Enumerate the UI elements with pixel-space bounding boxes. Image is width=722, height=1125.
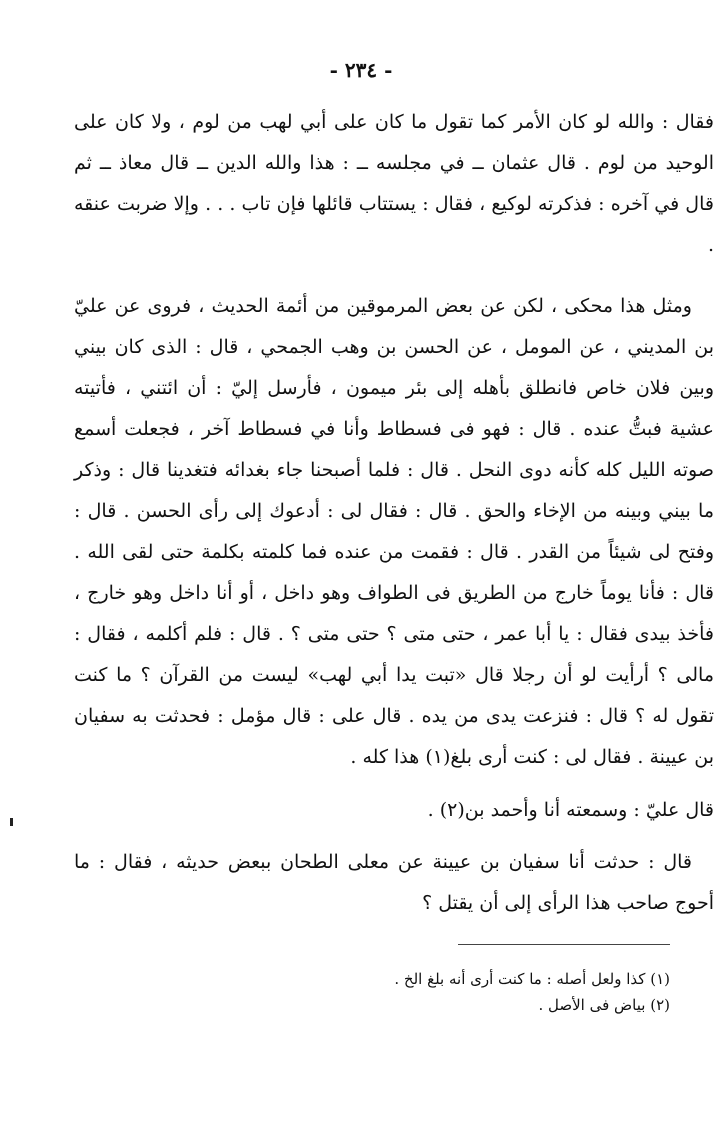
paragraph-4-text: قال : حدثت أنا سفيان بن عيينة عن معلى الطحان ببعض حديثه ، فقال : ما أحوج صاحب هذا الرأى إلى أن يقتل ؟	[74, 851, 714, 914]
paragraph-3-text: قال عليّ : وسمعته أنا وأحمد بن(٢) .	[427, 799, 714, 821]
paragraph-1-text: فقال : والله لو كان الأمر كما تقول ما كان على أبي لهب من لوم ، ولا كان على الوحيد من لوم . قال عثمان ــ في مجلسه ــ : هذا والله الدين ــ قال معاذ ــ ثم قال في آخره : فذكرته لوكيع ، فقال : يستتاب قائلها فإن تاب . . . وإلا ضربت عنقه .	[74, 111, 714, 256]
paragraph-2-text: ومثل هذا محكى ، لكن عن بعض المرموقين من أئمة الحديث ، فروى عن عليّ بن المديني ، عن المومل ، عن الحسن بن وهب الجمحي ، قال : الذى كان بيني وبين فلان خاص فانطلق بأهله إلى بئر ميمون ، فأرسل إليّ : أن ائتني ، فأتيته عشية فبتُّ عنده . قال : فهو فى فسطاط وأنا في فسطاط آخر ، فجعلت أسمع صوته الليل كله كأنه دوى النحل . قال : فلما أصبحنا جاء بغدائه فتغدينا قال : وذكر ما بيني وبينه من الإخاء والحق . قال : فقال لى : أدعوك إلى رأى الحسن . قال : وفتح لى شيئاً من القدر . قال : فقمت من عنده فما كلمته بكلمة حتى لقى الله . قال : فأنا يوماً خارج من الطريق فى الطواف وهو داخل ، أو أنا داخل وهو خارج ، فأخذ بيدى فقال : يا أبا عمر ، حتى متى ؟ حتى متى ؟ . قال : فلم أكلمه ، فقال : مالى ؟ أرأيت لو أن رجلا قال «تبت يدا أبي لهب» ليست من القرآن ؟ ما كنت تقول له ؟ قال : فنزعت يدى من يده . قال على : قال مؤمل : فحدثت به سفيان بن عيينة . فقال لى : كنت أرى بلغ(١) هذا كله .	[74, 295, 714, 768]
paragraph-2	[74, 286, 714, 778]
footnote-divider	[458, 944, 670, 945]
footnote-1: (١) كذا ولعل أصله : ما كنت أرى أنه بلغ الخ .	[394, 970, 670, 988]
paragraph-3	[74, 790, 722, 831]
footnotes	[70, 966, 670, 1018]
paragraph-1	[74, 102, 714, 266]
paragraph-4	[74, 842, 714, 924]
footnote-2: (٢) بياض فى الأصل .	[538, 996, 670, 1014]
scan-edge-mark	[10, 818, 13, 826]
page-number: - ٢٣٤ -	[329, 58, 393, 82]
